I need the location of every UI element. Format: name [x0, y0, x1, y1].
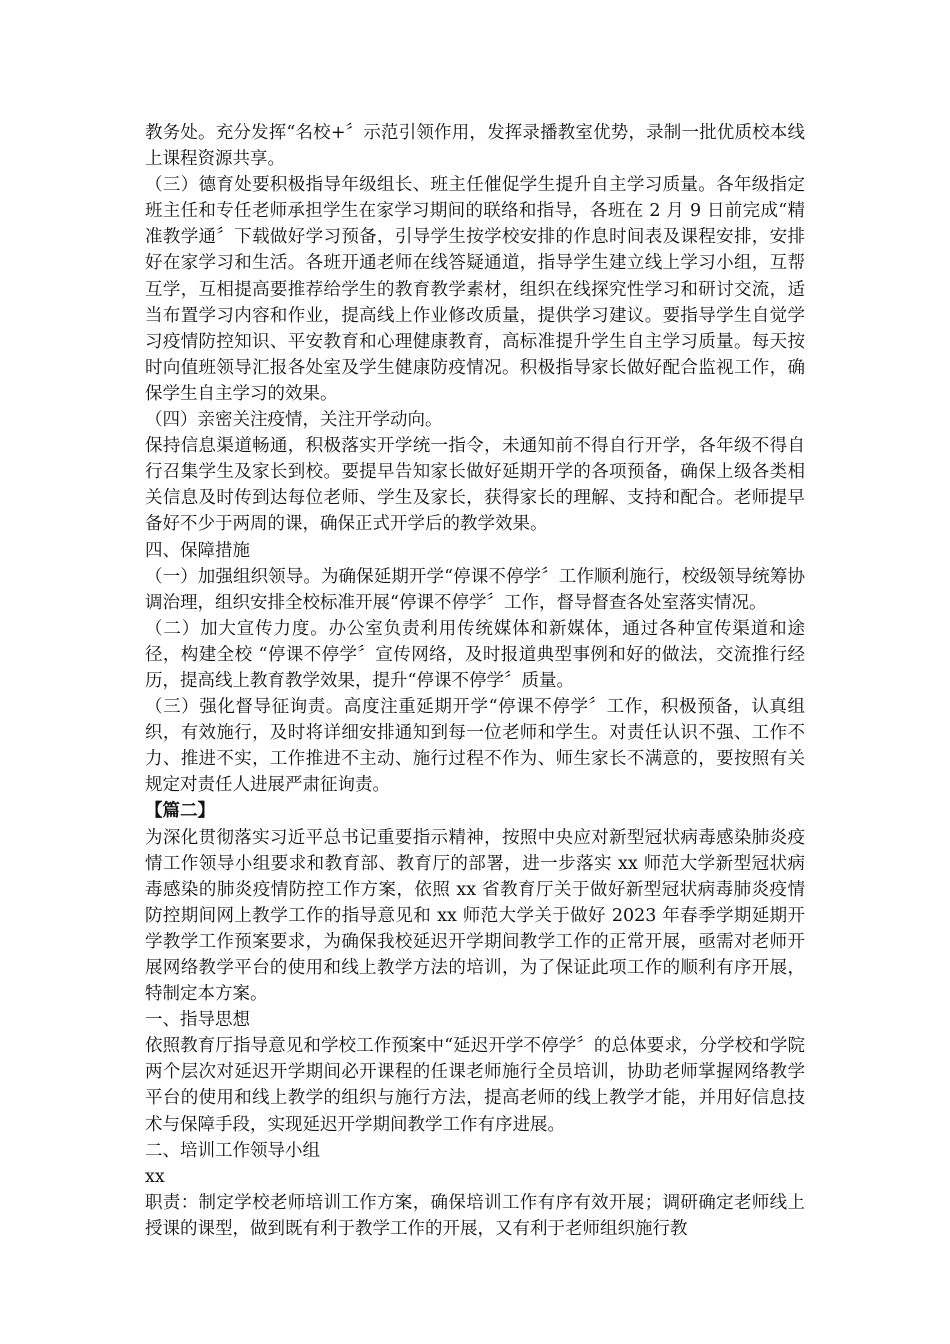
paragraph-academic-affairs-tail: 教务处。充分发挥“名校+〞示范引领作用，发挥录播教室优势，录制一批优质校本线上课程资源共享。: [145, 123, 805, 170]
paragraph-publicity: （二）加大宣传力度。办公室负责利用传统媒体和新媒体，通过各种宣传渠道和途径，构建全校 “停课不停学〞宣传网络，及时报道典型事例和好的做法，交流推行经历，提高线上教育教学效果，提升“停课不停学〞质量。: [145, 618, 805, 691]
section-heading-training-group: 二、培训工作领导小组: [145, 1140, 320, 1161]
part-two-heading: 【篇二】: [145, 801, 215, 822]
paragraph-responsibilities: 职责：制定学校老师培训工作方案，确保培训工作有序有效开展；调研确定老师线上授课的课型，做到既有利于教学工作的开展，又有利于老师组织施行教: [145, 1192, 805, 1239]
paragraph-group-member: xx: [145, 1166, 165, 1187]
paragraph-item-four-heading: （四）亲密关注疫情，关注开学动向。: [145, 410, 443, 431]
section-heading-guiding-ideology: 一、指导思想: [145, 1010, 250, 1031]
section-heading-safeguards: 四、保障措施: [145, 540, 250, 561]
paragraph-moral-education: （三）德育处要积极指导年级组长、班主任催促学生提升自主学习质量。各年级指定班主任和专任老师承担学生在家学习期间的联络和指导，各班在 2 月 9 日前完成“精准教学通〞下载做好学习预备，引导学生按学校安排的作息时间表及课程安排，安排好在家学习和生活。各班开通老师在线答疑通道，指导学生建立线上学习小组，互帮互学，互相提高要推荐给学生的教育教学素材，组织在线探究性学习和研讨交流，适当布置学习内容和作业，提高线上作业修改质量，提供学习建议。要指导学生自觉学习疫情防控知识、平安教育和心理健康教育，高标准提升学生自主学习质量。每天按时向值班领导汇报各处室及学生健康防疫情况。积极指导家长做好配合监视工作，确保学生自主学习的效果。: [145, 175, 805, 404]
paragraph-organization-leadership: （一）加强组织领导。为确保延期开学“停课不停学〞工作顺利施行，校级领导统筹协调治理，组织安排全校标准开展“停课不停学〞工作，督导督查各处室落实情况。: [145, 566, 805, 613]
paragraph-info-channels: 保持信息渠道畅通，积极落实开学统一指令，未通知前不得自行开学，各年级不得自行召集学生及家长到校。要提早告知家长做好延期开学的各项预备，确保上级各类相关信息及时传到达每位老师、学生及家长，获得家长的理解、支持和配合。老师提早备好不少于两周的课，确保正式开学后的教学效果。: [145, 436, 805, 535]
paragraph-part-two-intro: 为深化贯彻落实习近平总书记重要指示精神，按照中央应对新型冠状病毒感染肺炎疫情工作领导小组要求和教育部、教育厅的部署，进一步落实 xx 师范大学新型冠状病毒感染的肺炎疫情防控工作方案，依照 xx 省教育厅关于做好新型冠状病毒肺炎疫情防控期间网上教学工作的指导意见和 xx 师范大学关于做好 2023 年春季学期延期开学教学工作预案要求，为确保我校延迟开学期间教学工作的正常开展，亟需对老师开展网络教学平台的使用和线上教学方法的培训，为了保证此项工作的顺利有序开展，特制定本方案。: [145, 827, 805, 1005]
document-page: [145, 120, 805, 1242]
paragraph-guiding-ideology: 依照教育厅指导意见和学校工作预案中“延迟开学不停学〞的总体要求，分学校和学院两个层次对延迟开学期间必开课程的任课老师施行全员培训，协助老师掌握网络教学平台的使用和线上教学的组织与施行方法，提高老师的线上教学才能，并用好信息技术与保障手段，实现延迟开学期间教学工作有序进展。: [145, 1036, 805, 1135]
paragraph-supervision: （三）强化督导征询责。高度注重延期开学“停课不停学〞工作，积极预备，认真组织，有效施行，及时将详细安排通知到每一位老师和学生。对责任认识不强、工作不力、推进不实，工作推进不主动、施行过程不作为、师生家长不满意的，要按照有关规定对责任人进展严肃征询责。: [145, 697, 805, 796]
